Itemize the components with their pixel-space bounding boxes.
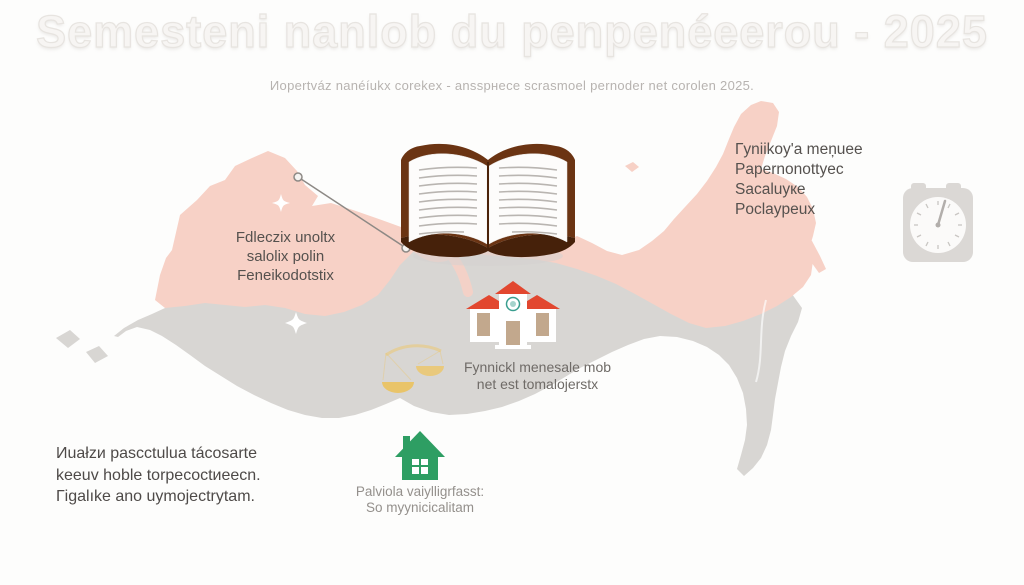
label-line: Иuałzи pascctulua tácosarte [56, 445, 257, 462]
label-line: Papernonottyec [735, 161, 844, 178]
label-line: keeuv hoble torpecoctиeecn. [56, 466, 261, 484]
label-line: Fynnickl menesale mob [463, 359, 612, 375]
label-line: Sacaluyкe [735, 181, 806, 198]
label-line: Feneikodotstix [237, 267, 334, 284]
label-house-caption [340, 484, 500, 516]
map-island [86, 346, 108, 363]
map-islet [625, 162, 639, 172]
label-line: Palviola vaiylligrfasst: [355, 484, 485, 499]
label-line: So myynicicalitam [365, 500, 475, 515]
label-northeast-region [735, 140, 915, 220]
label-southwest-note [56, 443, 296, 508]
open-book-icon [401, 144, 575, 266]
label-line: Fdleczix unoltx [235, 229, 336, 246]
label-line: Гyniikoy'a meņuee [735, 141, 863, 158]
label-line: net est tomalojerstx [476, 376, 599, 392]
label-northwest-region [203, 228, 368, 285]
house-icon [395, 431, 445, 480]
page-title: Semesteni nanlob du penpenéeerou - 2025 [36, 6, 988, 57]
label-line: salolix polin [246, 248, 325, 265]
label-center-region [450, 359, 625, 393]
label-line: Гigalıke ano uymojectrytam. [56, 488, 255, 505]
page-subtitle: Иopertváz nanéíukx corekex - ansspнece scrasmoel pernoder net corolen 2025. [269, 78, 755, 93]
label-line: Poclaypeux [735, 201, 816, 218]
map-island [56, 330, 80, 348]
